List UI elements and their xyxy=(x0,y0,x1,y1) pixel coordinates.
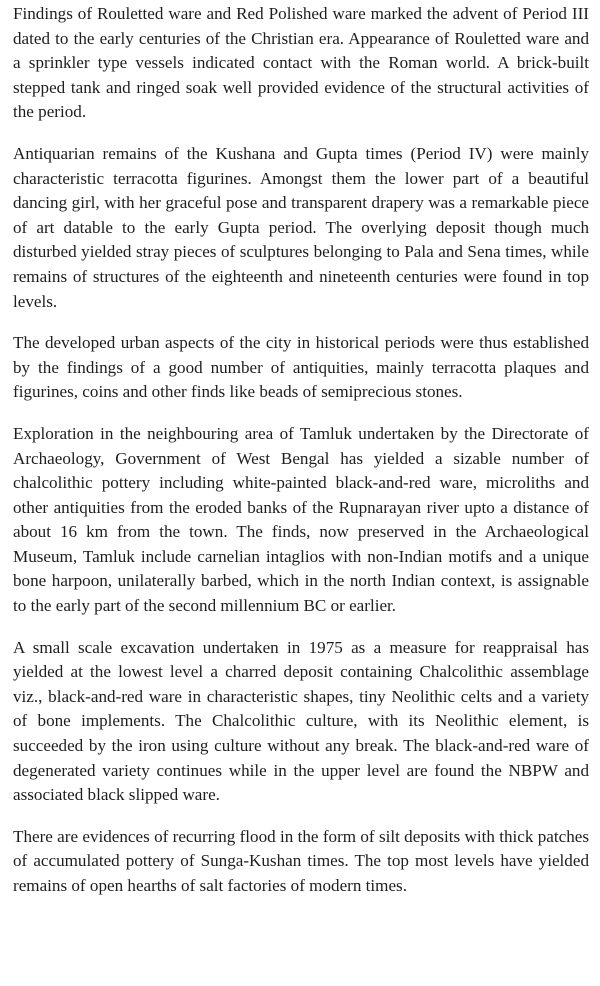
paragraph-period-iv: Antiquarian remains of the Kushana and Gupta times (Period IV) were mainly characteristic terracotta figurines. Amongst them the lower part of a beautiful dancing girl, with her graceful pose and transparent drapery was a remarkable piece of art datable to the early Gupta period. The overlying deposit though much disturbed yielded stray pieces of sculptures belonging to Pala and Sena times, while remains of structures of the eighteenth and nineteenth centuries were found in top levels. xyxy=(13,143,589,311)
paragraph-period-iii: Findings of Rouletted ware and Red Polished ware marked the advent of Period III dated to the early centuries of the Christian era. Appearance of Rouletted ware and a sprinkler type vessels indicated contact with the Roman world. A brick-built stepped tank and ringed soak well provided evidence of the structural activities of the period. xyxy=(13,4,589,122)
document-body xyxy=(13,2,589,899)
paragraph-urban-aspects: The developed urban aspects of the city in historical periods were thus established by the findings of a good number of antiquities, mainly terracotta plaques and figurines, coins and other finds like beads of semiprecious stones. xyxy=(13,333,589,402)
paragraph-flood-evidence: There are evidences of recurring flood in the form of silt deposits with thick patches of accumulated pottery of Sunga-Kushan times. The top most levels have yielded remains of open hearths of salt factories of modern times. xyxy=(13,826,589,895)
paragraph-excavation-1975: A small scale excavation undertaken in 1975 as a measure for reappraisal has yielded at the lowest level a charred deposit containing Chalcolithic assemblage viz., black-and-red ware in characteristic shapes, tiny Neolithic celts and a variety of bone implements. The Chalcolithic culture, with its Neolithic element, is succeeded by the iron using culture without any break. The black-and-red ware of degenerated variety continues while in the upper level are found the NBPW and associated black slipped ware. xyxy=(13,637,589,805)
paragraph-exploration: Exploration in the neighbouring area of Tamluk undertaken by the Directorate of Archaeology, Government of West Bengal has yielded a sizable number of chalcolithic pottery including white-painted black-and-red ware, microliths and other antiquities from the eroded banks of the Rupnarayan river upto a distance of about 16 km from the town. The finds, now preserved in the Archaeological Museum, Tamluk include carnelian intaglios with non-Indian motifs and a unique bone harpoon, unilaterally barbed, which in the north Indian context, is assignable to the early part of the second millennium BC or earlier. xyxy=(13,423,589,616)
